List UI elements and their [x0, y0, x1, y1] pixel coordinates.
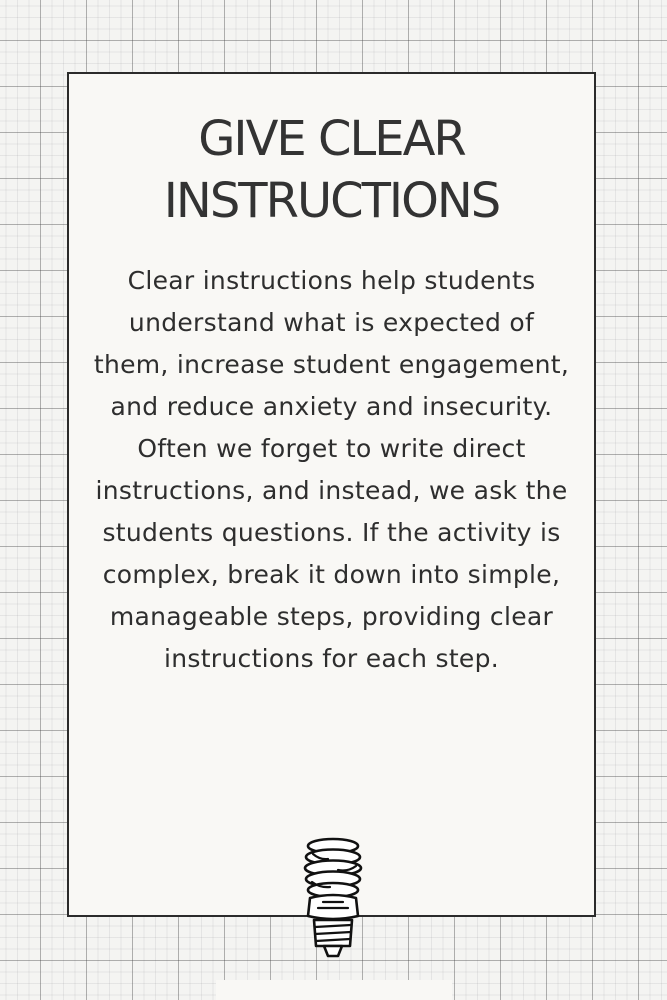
bottom-paper-strip	[216, 980, 452, 1000]
instruction-card	[67, 72, 596, 917]
card-body-text: Clear instructions help students understand what is expected of them, increase student engagement, and reduce anxiety and insecurity. Often we forget to write direct instructions, and instead, we ask the students questions. If the activity is complex, break it down into simple, manageable steps, providing clear instructions for each step.	[93, 266, 570, 673]
light-bulb-icon	[298, 836, 368, 960]
card-title: GIVE CLEAR INSTRUCTIONS	[163, 111, 500, 229]
